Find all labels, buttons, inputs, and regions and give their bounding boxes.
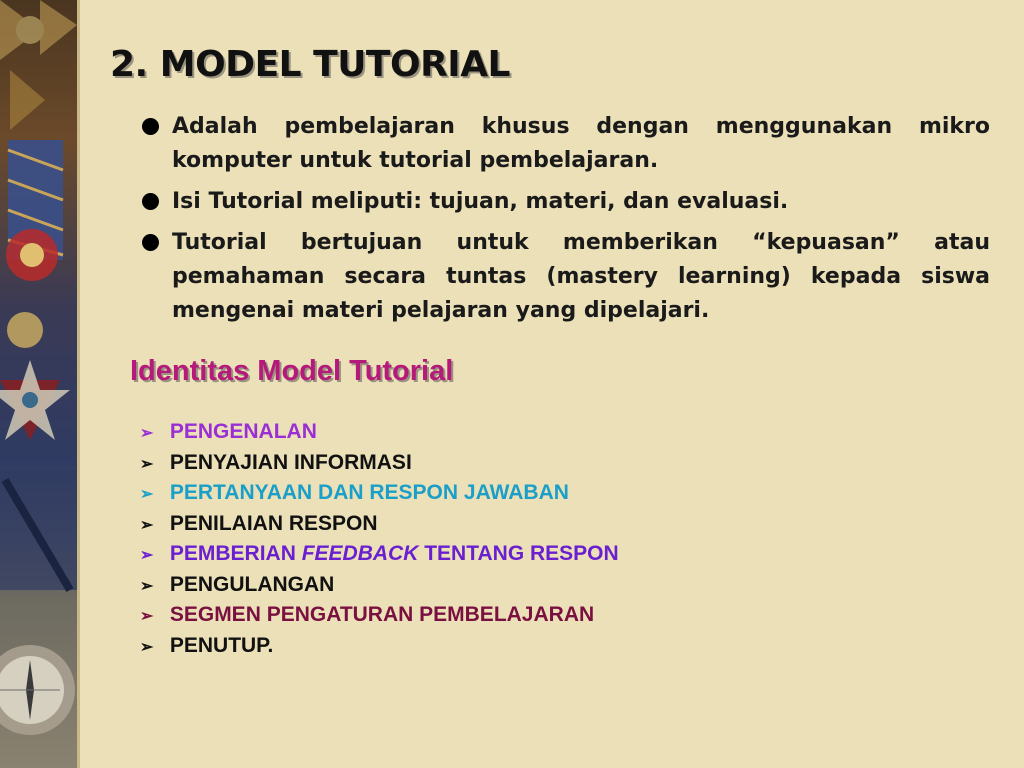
- step-text: PENUTUP: [169, 633, 268, 657]
- bullet-dot-icon: [142, 234, 159, 251]
- bullet-item: [140, 226, 990, 328]
- step-item: [140, 417, 619, 448]
- step-text: PERTANYAAN DAN RESPON JAWABAN: [169, 481, 569, 504]
- bullet-text: Adalah pembelajaran khusus dengan menggunakan mikro komputer untuk tutorial pembelajaran.: [172, 114, 990, 173]
- arrow-bullet-icon: ➢: [140, 486, 154, 503]
- bullet-text: Isi Tutorial meliputi: tujuan, materi, dan evaluasi.: [172, 189, 789, 214]
- arrow-bullet-icon: ➢: [140, 638, 154, 656]
- section-subtitle: Identitas Model Tutorial: [130, 355, 454, 387]
- decorative-side-image: [0, 0, 77, 768]
- bullet-text: Tutorial bertujuan untuk memberikan “kepuasan” atau pemahaman secara tuntas (mastery learning) kepada siswa mengenai materi pelajaran yang dipelajari.: [172, 230, 990, 323]
- step-text: PENGULANGAN: [169, 572, 335, 596]
- step-item: [140, 509, 619, 540]
- step-text: PENYAJIAN INFORMASI: [169, 450, 412, 474]
- bullet-dot-icon: [142, 118, 159, 135]
- step-rest-text: .: [267, 633, 274, 657]
- bullet-dot-icon: [142, 193, 159, 210]
- step-item: [140, 631, 619, 662]
- step-italic-text: FEEDBACK: [301, 542, 419, 565]
- bullet-item: [140, 110, 990, 178]
- step-item: [140, 448, 619, 479]
- side-strip-border: [77, 0, 80, 768]
- step-item: [140, 478, 619, 509]
- arrow-bullet-icon: ➢: [140, 608, 154, 625]
- medal-collage-image: [0, 0, 77, 768]
- slide-title: 2. MODEL TUTORIAL: [110, 44, 510, 85]
- step-rest-text: TENTANG RESPON: [424, 542, 619, 565]
- bullet-item: [140, 185, 990, 219]
- step-text: PEMBERIAN: [169, 542, 296, 565]
- arrow-bullet-icon: ➢: [140, 455, 154, 473]
- step-item: [140, 570, 619, 601]
- step-item: [140, 600, 619, 631]
- arrow-bullet-icon: ➢: [140, 516, 154, 534]
- step-text: PENGENALAN: [169, 420, 317, 443]
- bullet-list: [140, 110, 990, 335]
- tutorial-steps-list: [140, 417, 619, 661]
- step-item: [140, 539, 619, 570]
- arrow-bullet-icon: ➢: [140, 547, 154, 564]
- step-text: SEGMEN PENGATURAN PEMBELAJARAN: [169, 603, 595, 626]
- arrow-bullet-icon: ➢: [140, 577, 154, 595]
- arrow-bullet-icon: ➢: [140, 425, 154, 442]
- step-text: PENILAIAN RESPON: [169, 511, 378, 535]
